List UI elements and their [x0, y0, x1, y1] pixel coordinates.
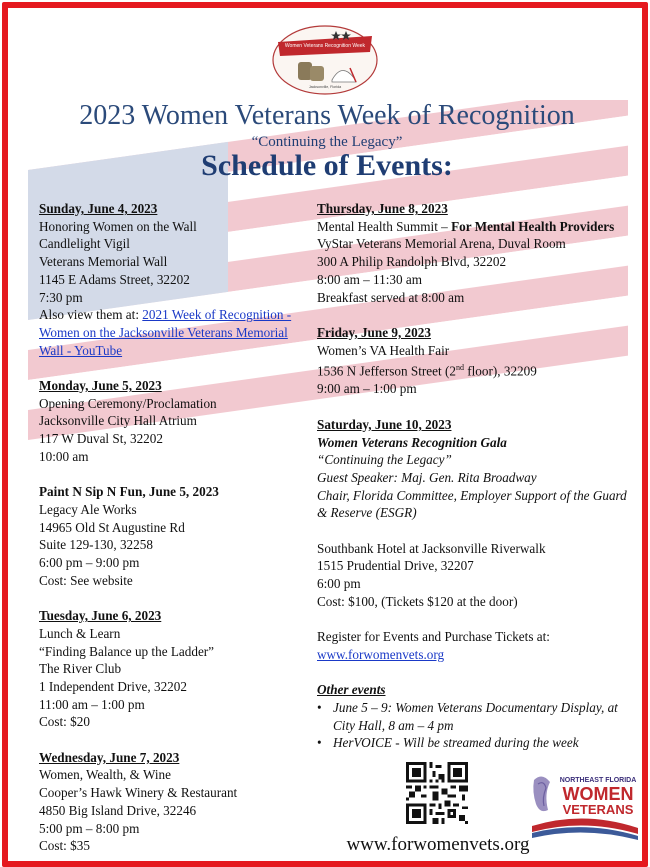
event-line: Cost: See website [39, 572, 133, 588]
event-line: 6:00 pm [317, 576, 361, 592]
address-sup: nd [455, 363, 464, 373]
footer-url[interactable]: www.forwomenvets.org [346, 834, 530, 855]
event-wednesday [39, 749, 309, 855]
event-line: Honoring Women on the Wall [39, 218, 197, 234]
event-line: 117 W Duval St, 32202 [39, 431, 163, 447]
event-line: Cost: $100, (Tickets $120 at the door) [317, 593, 518, 609]
event-line: 11:00 am – 1:00 pm [39, 696, 145, 712]
gala-theme: “Continuing the Legacy” [317, 452, 452, 468]
event-line: 14965 Old St Augustine Rd [39, 519, 185, 535]
event-line: Southbank Hotel at Jacksonville Riverwalk [317, 540, 546, 556]
logo-banner-text: Women Veterans Recognition Week [284, 43, 366, 49]
logo-place-text: Jacksonville, Florida [308, 85, 342, 89]
summit-text: Mental Health Summit – [317, 218, 452, 234]
event-line: Women, Wealth, & Wine [39, 767, 172, 783]
event-line: Cost: $35 [39, 838, 90, 854]
also-view-text: Also view them at: [39, 307, 143, 323]
other-events [317, 681, 639, 752]
event-line: 300 A Philip Randolph Blvd, 32202 [317, 254, 507, 270]
event-line [317, 359, 639, 380]
other-events-list [317, 699, 639, 752]
youtube-link[interactable]: 2021 Week of Recognition - Women on the Jacksonville Veterans Memorial Wall - YouTube [39, 307, 292, 358]
poster-frame [2, 2, 648, 867]
event-line: VyStar Veterans Memorial Arena, Duval Room [317, 236, 566, 252]
address-part: 1536 N Jefferson Street (2 [317, 363, 456, 379]
event-line: 6:00 pm – 9:00 pm [39, 555, 140, 571]
event-tuesday [39, 607, 309, 731]
subtitle: “Continuing the Legacy” [251, 134, 403, 150]
event-line: Cost: $20 [39, 714, 90, 730]
schedule-heading: Schedule of Events: [201, 149, 453, 182]
register-link[interactable]: www.forwomenvets.org [317, 646, 445, 662]
gala-title: Women Veterans Recognition Gala [317, 434, 507, 450]
event-date: Thursday, June 8, 2023 [317, 201, 448, 216]
women-veterans-week-logo [270, 22, 380, 96]
page-title: 2023 Women Veterans Week of Recognition [79, 100, 575, 131]
gala-speaker: Guest Speaker: Maj. Gen. Rita Broadway [317, 469, 537, 485]
event-line: Legacy Ale Works [39, 501, 137, 517]
event-line: 7:30 pm [39, 289, 83, 305]
summit-audience: For Mental Health Providers [451, 218, 615, 234]
event-saturday [317, 416, 639, 611]
event-sunday [39, 200, 309, 359]
left-column [39, 200, 309, 867]
list-item: • June 5 – 9: Women Veterans Documentary Display, at City Hall, 8 am – 4 pm [317, 699, 639, 734]
northeast-florida-women-veterans-logo [528, 770, 640, 848]
register-block [317, 628, 639, 663]
spacer [317, 522, 639, 540]
wv-logo-line1: NORTHEAST FLORIDA [559, 777, 637, 784]
event-line: 1145 E Adams Street, 32202 [39, 271, 190, 287]
event-line: “Finding Balance up the Ladder” [39, 643, 215, 659]
event-line: Jacksonville City Hall Atrium [39, 413, 197, 429]
event-paint-n-sip [39, 483, 309, 589]
event-line: Lunch & Learn [39, 625, 121, 641]
event-date: Friday, June 9, 2023 [317, 324, 431, 340]
qr-code[interactable] [406, 762, 468, 824]
event-line: The River Club [39, 661, 122, 677]
event-line: Opening Ceremony/Proclamation [39, 395, 217, 411]
event-date: Saturday, June 10, 2023 [317, 416, 452, 432]
event-date: Monday, June 5, 2023 [39, 378, 162, 394]
event-monday [39, 377, 309, 466]
register-text: Register for Events and Purchase Tickets at: [317, 629, 550, 645]
right-column [317, 200, 639, 770]
list-item: • HerVOICE - Will be streamed during the week [317, 734, 639, 752]
event-line: Women’s VA Health Fair [317, 342, 450, 358]
event-date: Tuesday, June 6, 2023 [39, 608, 162, 624]
event-line: Breakfast served at 8:00 am [317, 289, 465, 305]
event-line: 1515 Prudential Drive, 32207 [317, 558, 474, 574]
event-date: Wednesday, June 7, 2023 [39, 749, 180, 765]
address-part: floor), 32209 [463, 363, 537, 379]
event-line: 8:00 am – 11:30 am [317, 271, 422, 287]
event-line: 4850 Big Island Drive, 32246 [39, 802, 197, 818]
event-thursday [317, 200, 639, 306]
event-line: Suite 129-130, 32258 [39, 537, 153, 553]
gala-speaker-title: Chair, Florida Committee, Employer Support of the Guard & Reserve (ESGR) [317, 487, 627, 521]
event-line: 5:00 pm – 8:00 pm [39, 820, 140, 836]
event-line [317, 218, 639, 236]
event-friday [317, 324, 639, 398]
other-events-heading: Other events [317, 682, 386, 698]
event-date: Paint N Sip N Fun, June 5, 2023 [39, 484, 219, 500]
wv-logo-line2: WOMEN [562, 784, 634, 804]
event-line: 10:00 am [39, 448, 89, 464]
event-line: 1 Independent Drive, 32202 [39, 678, 187, 694]
also-view-line [39, 306, 309, 359]
event-line: Cooper’s Hawk Winery & Restaurant [39, 785, 238, 801]
event-date: Sunday, June 4, 2023 [39, 201, 158, 216]
event-line: 9:00 am – 1:00 pm [317, 381, 417, 397]
event-line: Candlelight Vigil [39, 236, 130, 252]
wv-logo-line3: VETERANS [562, 802, 634, 817]
event-line: Veterans Memorial Wall [39, 254, 168, 270]
